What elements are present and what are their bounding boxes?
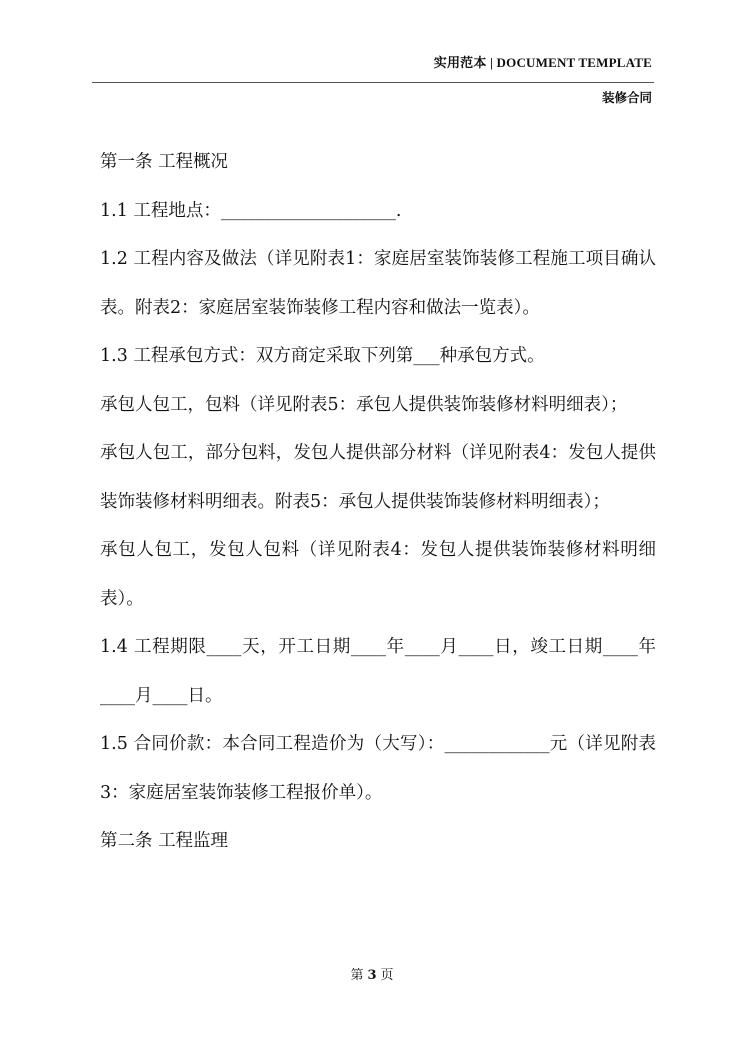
contract-option-1: 承包人包工，包料（详见附表5：承包人提供装饰装修材料明细表）； [100, 394, 628, 415]
contract-option-2: 承包人包工，部分包料，发包人提供部分材料（详见附表4：发包人提供装饰装修材料明细表。附表5：承包人提供装饰装修材料明细表）； [100, 443, 656, 512]
page-footer [0, 964, 744, 983]
contract-option-3: 承包人包工，发包人包料（详见附表4：发包人提供装饰装修材料明细表）。 [100, 540, 656, 609]
header-document-type: 装修合同 [601, 90, 652, 105]
clause-1-3: 1.3 工程承包方式：双方商定采取下列第___种承包方式。 [100, 346, 545, 366]
page-prefix: 第 [350, 968, 364, 983]
page-suffix: 页 [380, 968, 394, 983]
article-2-heading: 第二条 工程监理 [100, 831, 229, 851]
clause-1-5: 1.5 合同价款：本合同工程造价为（大写）：____________元（详见附表3：家庭居室装饰装修工程报价单）。 [100, 734, 656, 803]
clause-1-2: 1.2 工程内容及做法（详见附表1：家庭居室装饰装修工程施工项目确认表。附表2：家庭居室装饰装修工程内容和做法一览表）。 [100, 249, 656, 318]
document-body [100, 138, 656, 866]
header-template-label: 实用范本 | DOCUMENT TEMPLATE [433, 55, 652, 70]
article-1-heading: 第一条 工程概况 [100, 152, 229, 172]
page-number: 3 [367, 968, 377, 983]
clause-1-4: 1.4 工程期限____天，开工日期____年____月____日，竣工日期____年____月____日。 [100, 637, 656, 706]
header-divider [92, 82, 654, 83]
clause-1-1: 1.1 工程地点：____________________. [100, 200, 402, 221]
